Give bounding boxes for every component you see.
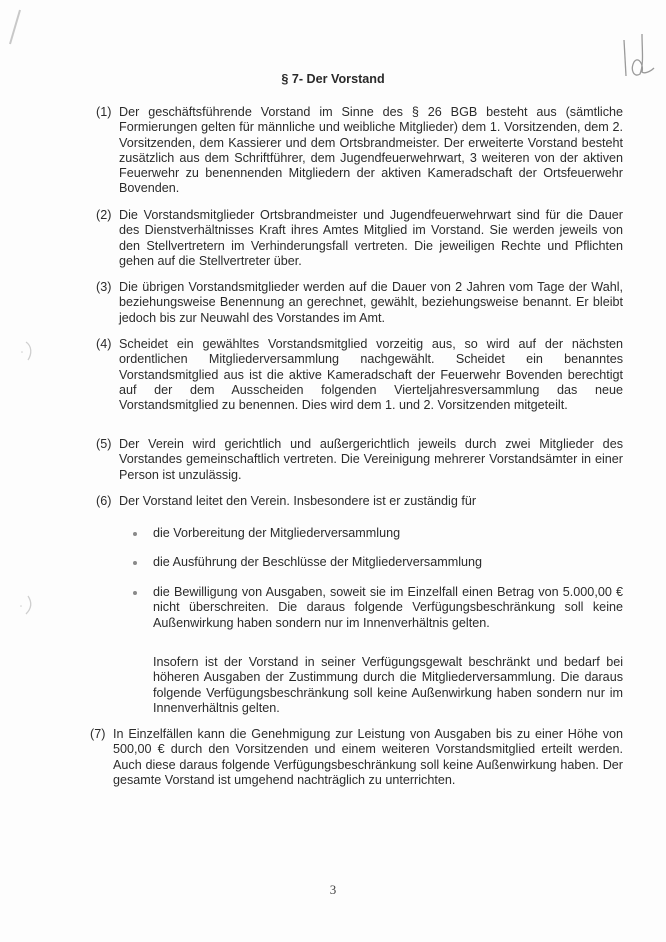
paragraph-number: (6): [96, 494, 112, 508]
bullet-icon: [133, 561, 137, 565]
section-title: § 7- Der Vorstand: [281, 72, 385, 86]
paragraph-7: [90, 727, 623, 788]
paragraph-number: (7): [90, 727, 106, 741]
paragraph-number: (5): [96, 437, 112, 451]
bullet-text: die Ausführung der Beschlüsse der Mitgliederversammlung: [153, 555, 483, 569]
paragraph-number: (3): [96, 280, 112, 294]
bullet-text: die Bewilligung von Ausgaben, soweit sie im Einzelfall einen Betrag von 5.000,00 € nicht überschreiten. Die daraus folgende Verfügungsbeschränkung soll keine Außenwirkung haben sondern nur im Innenverhältnis gelten.: [153, 585, 623, 630]
paragraph-text: Scheidet ein gewähltes Vorstandsmitglied vorzeitig aus, so wird auf der nächsten ordentlichen Mitgliederversammlung nachgewählt. Scheidet ein benanntes Vorstandsmitglied aus ist die aktive Kameradschaft der Feuerwehr Bovenden berechtigt auf der dem Ausscheiden folgenden Vierteljahresversammlung das neue Vorstandsmitglied zu benennen. Dies wird dem 1. und 2. Vorsitzenden mitgeteilt.: [119, 337, 623, 413]
paragraph-number: (4): [96, 337, 112, 351]
bullet-item: [133, 555, 623, 570]
paragraph-3: [96, 280, 623, 326]
punch-hole-mark-lower: [18, 594, 36, 616]
bullet-item: [133, 526, 623, 541]
page-number: 3: [329, 882, 337, 897]
paragraph-number: (2): [96, 208, 112, 222]
bullet-icon: [133, 591, 137, 595]
paragraph-2: [96, 208, 623, 269]
paragraph-text: Der Vorstand leitet den Verein. Insbesondere ist er zuständig für: [119, 494, 477, 508]
bullet-text: die Vorbereitung der Mitgliederversammlung: [153, 526, 401, 540]
bullet-icon: [133, 532, 137, 536]
bullet-item: [133, 585, 623, 631]
paragraph-text: In Einzelfällen kann die Genehmigung zur Leistung von Ausgaben bis zu einer Höhe von 500,00 € durch den Vorsitzenden und einem weiteren Vorstandsmitglied erteilt werden. Auch diese daraus folgende Verfügungsbeschränkung soll keine Außenwirkung haben. Der gesamte Vorstand ist umgehend nachträglich zu unterrichten.: [113, 727, 623, 787]
paragraph-1: [96, 105, 623, 197]
paragraph-text: Die übrigen Vorstandsmitglieder werden auf die Dauer von 2 Jahren vom Tage der Wahl, beziehungsweise Benennung an gerechnet, gewählt, beziehungsweise benannt. Er bleibt jedoch bis zur Neuwahl des Vorstandes im Amt.: [119, 280, 623, 325]
paragraph-text: Der Verein wird gerichtlich und außergerichtlich jeweils durch zwei Mitglieder des Vorstandes gemeinschaftlich vertreten. Die Vereinigung mehrerer Vorstandsämter in einer Person ist unzulässig.: [119, 437, 623, 482]
paragraph-number: (1): [96, 105, 112, 119]
paragraph-text: Die Vorstandsmitglieder Ortsbrandmeister und Jugendfeuerwehrwart sind für die Dauer des Dienstverhältnisses Kraft ihres Amtes Mitglied im Vorstand. Sie werden jeweils von den Stellvertretern im Verhinderungsfall vertreten. Die jeweiligen Rechte und Pflichten gehen auf die Stellvertreter über.: [119, 208, 623, 268]
paragraph-6-continuation: Insofern ist der Vorstand in seiner Verfügungsgewalt beschränkt und bedarf bei höheren Ausgaben der Zustimmung durch die Mitgliederversammlung. Die daraus folgende Verfügungsbeschränkung soll keine Außenwirkung haben sondern nur im Innenverhältnis gelten.: [153, 655, 623, 715]
punch-hole-mark-upper: [18, 340, 36, 362]
scan-mark-top-left: [4, 8, 24, 48]
paragraph-6: [96, 494, 623, 509]
paragraph-text: Der geschäftsführende Vorstand im Sinne des § 26 BGB besteht aus (sämtliche Formierungen gelten für männliche und weibliche Mitglieder) dem 1. Vorsitzenden, dem 2. Vorsitzenden, dem Kassierer und dem Ortsbrandmeister. Der erweiterte Vorstand besteht zusätzlich aus dem Schriftführer, dem Jugendfeuerwehrwart, 3 weiteren von der aktiven Feuerwehr zu benennenden Mitgliedern der aktiven Kameradschaft der Ortsfeuerwehr Bovenden.: [119, 105, 623, 196]
paragraph-5: [96, 437, 623, 483]
paragraph-4: [96, 337, 623, 413]
